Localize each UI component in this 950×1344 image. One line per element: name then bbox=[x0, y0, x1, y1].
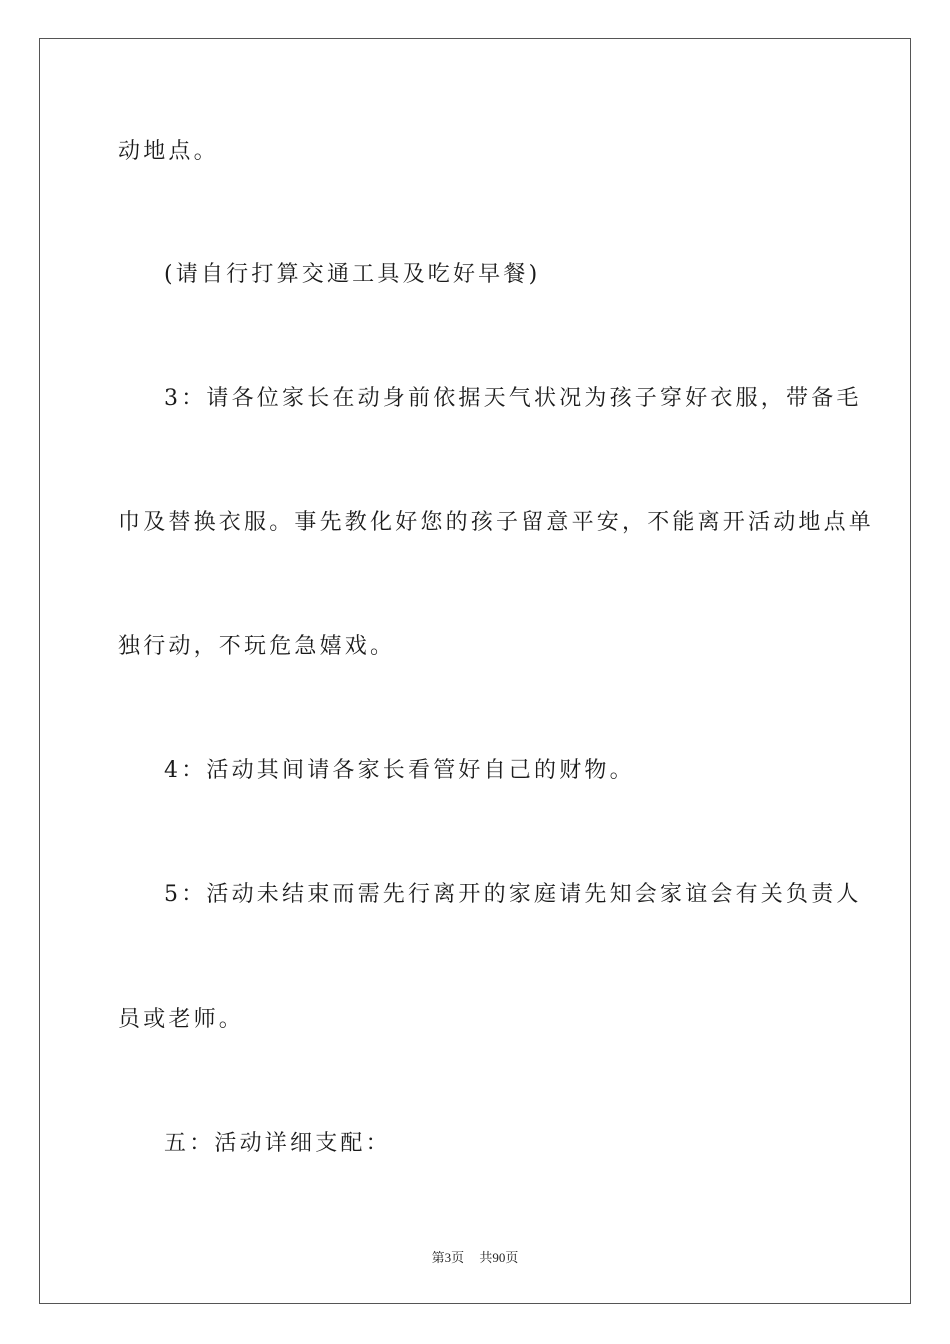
text-line-3: 3：请各位家长在动身前依据天气状况为孩子穿好衣服，带备毛 bbox=[164, 386, 862, 411]
text-line-5: 独行动，不玩危急嬉戏。 bbox=[118, 634, 396, 659]
text-line-4: 巾及替换衣服。事先教化好您的孩子留意平安，不能离开活动地点单 bbox=[118, 510, 875, 535]
page-footer bbox=[0, 1247, 950, 1266]
page-number: 第3页 bbox=[431, 1250, 465, 1265]
text-line-1: 动地点。 bbox=[118, 139, 219, 164]
text-line-7: 5：活动未结束而需先行离开的家庭请先知会家谊会有关负责人 bbox=[164, 882, 862, 907]
text-line-8: 员或老师。 bbox=[118, 1007, 245, 1032]
text-line-9: 五：活动详细支配： bbox=[164, 1131, 391, 1156]
text-line-6: 4：活动其间请各家长看管好自己的财物。 bbox=[164, 758, 635, 783]
page-border bbox=[39, 38, 911, 1304]
text-line-2: (请自行打算交通工具及吃好早餐) bbox=[164, 262, 541, 287]
page-total: 共90页 bbox=[479, 1250, 519, 1265]
